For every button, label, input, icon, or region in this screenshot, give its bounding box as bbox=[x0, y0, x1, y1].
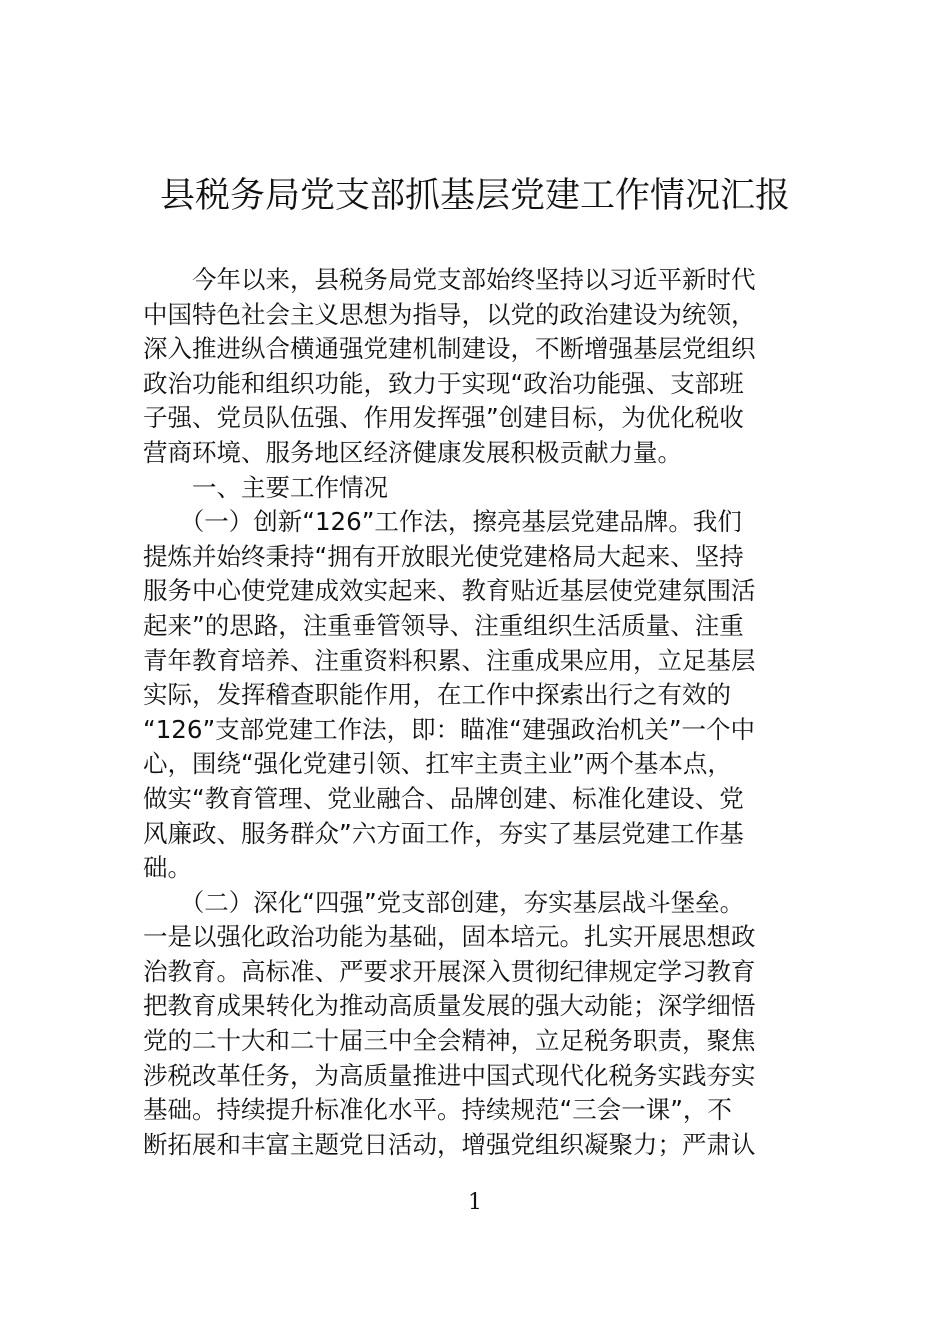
body-line: 风廉政、服务群众”六方面工作，夯实了基层党建工作基 bbox=[143, 818, 744, 848]
body-line: 把教育成果转化为推动高质量发展的强大动能；深学细悟 bbox=[143, 991, 756, 1021]
body-line: 治教育。高标准、严要求开展深入贯彻纪律规定学习教育 bbox=[143, 956, 756, 986]
body-line: 础。 bbox=[143, 853, 192, 883]
body-line: 断拓展和丰富主题党日活动，增强党组织凝聚力；严肃认 bbox=[143, 1129, 756, 1159]
body-line: 青年教育培养、注重资料积累、注重成果应用，立足基层 bbox=[143, 645, 756, 675]
body-line: （二）深化“四强”党支部创建，夯实基层战斗堡垒。 bbox=[143, 887, 745, 917]
body-line: 提炼并始终秉持“拥有开放眼光使党建格局大起来、坚持 bbox=[143, 541, 744, 571]
body-line: 涉税改革任务，为高质量推进中国式现代化税务实践夯实 bbox=[143, 1060, 756, 1090]
body-line: 营商环境、服务地区经济健康发展积极贡献力量。 bbox=[143, 437, 682, 467]
document-title: 县税务局党支部抓基层党建工作情况汇报 bbox=[159, 176, 790, 216]
body-line: 今年以来，县税务局党支部始终坚持以习近平新时代 bbox=[143, 265, 756, 294]
body-line: 中国特色社会主义思想为指导，以党的政治建设为统领， bbox=[143, 299, 756, 329]
body-line: 一是以强化政治功能为基础，固本培元。扎实开展思想政 bbox=[143, 922, 756, 952]
document-body bbox=[143, 263, 813, 1162]
section-heading: 一、主要工作情况 bbox=[143, 472, 388, 502]
body-line: 做实“教育管理、党业融合、品牌创建、标准化建设、党 bbox=[143, 783, 744, 813]
body-line: “126”支部党建工作法，即：瞄准“建强政治机关”一个中 bbox=[143, 714, 756, 744]
body-line: 基础。持续提升标准化水平。持续规范“三会一课”，不 bbox=[143, 1095, 732, 1125]
page-number: 1 bbox=[468, 1190, 482, 1215]
body-line: 起来”的思路，注重垂管领导、注重组织生活质量、注重 bbox=[143, 610, 744, 640]
body-line: 服务中心使党建成效实起来、教育贴近基层使党建氛围活 bbox=[143, 576, 756, 606]
body-line: 深入推进纵合横通强党建机制建设，不断增强基层党组织 bbox=[143, 334, 756, 364]
body-line: 党的二十大和二十届三中全会精神，立足税务职责，聚焦 bbox=[143, 1026, 756, 1056]
body-line: 心，围绕“强化党建引领、扛牢主责主业”两个基本点， bbox=[143, 749, 732, 779]
body-line: 子强、党员队伍强、作用发挥强”创建目标，为优化税收 bbox=[143, 403, 744, 433]
body-line: 政治功能和组织功能，致力于实现“政治功能强、支部班 bbox=[143, 368, 744, 398]
body-line: 实际，发挥稽查职能作用，在工作中探索出行之有效的 bbox=[143, 680, 731, 710]
body-line: （一）创新“126”工作法，擦亮基层党建品牌。我们 bbox=[143, 507, 742, 537]
